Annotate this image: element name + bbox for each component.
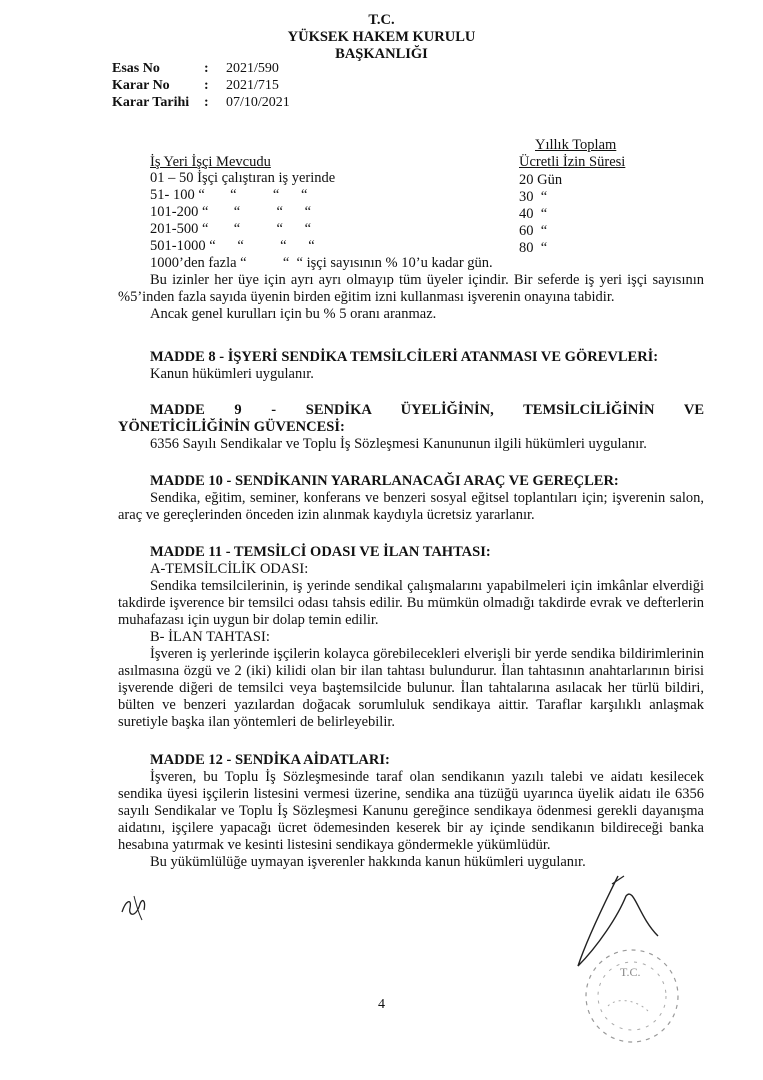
article-10: [118, 473, 704, 524]
article-9: [118, 402, 704, 453]
table-row-right: 60 “: [519, 223, 548, 239]
article-body: Sendika, eğitim, seminer, konferans ve benzeri sosyal eğitsel toplantıları için; işverenin salon, araç ve gereçlerinden önceden izin alınmak kaydıyla ücretsiz yararlanır.: [118, 490, 704, 523]
article-body: 6356 Sayılı Sendikalar ve Toplu İş Sözleşmesi Kanununun ilgili hükümleri uygulanır.: [150, 436, 647, 452]
table-col2-header-2: Ücretli İzin Süresi: [519, 154, 626, 170]
section-b-title: B- İLAN TAHTASI:: [150, 629, 270, 645]
section-a-title: A-TEMSİLCİLİK ODASI:: [150, 561, 309, 577]
meta-separator: :: [204, 95, 209, 110]
meta-esas-no: [112, 60, 279, 77]
article-11: [118, 544, 704, 731]
table-row-left: 01 – 50 İşçi çalıştıran iş yerinde: [150, 170, 336, 186]
paragraph-text: Ancak genel kurulları için bu % 5 oranı aranmaz.: [150, 306, 437, 322]
meta-label: Karar No: [112, 78, 170, 93]
section-a-body: Sendika temsilcilerinin, iş yerinde sendikal çalışmalarını yapabilmeleri için imkânlar elverdiği takdirde işverence bir temsilci odası tahsis edilir. Bu mümkün olmadığı takdirde evrak ve defterlerin muhafazası için uygun bir dolap temin edilir.: [118, 578, 704, 628]
meta-label: Esas No: [112, 61, 160, 76]
meta-value: 2021/590: [226, 61, 279, 76]
article-title: MADDE 12 - SENDİKA AİDATLARI:: [150, 752, 390, 768]
header-office: BAŞKANLIĞI: [335, 46, 428, 62]
article-title: MADDE 9 - SENDİKA ÜYELİĞİNİN, TEMSİLCİLİĞİNİN VE: [150, 402, 704, 418]
article-title: MADDE 10 - SENDİKANIN YARARLANACAĞI ARAÇ VE GEREÇLER:: [150, 473, 619, 489]
table-row-left: 501-1000 “ “ “ “: [150, 238, 315, 254]
article-8: [118, 349, 704, 383]
section-b-body: İşveren iş yerlerinde işçilerin kolayca görebilecekleri elverişli bir yerde sendika bildirimlerinin asılmasına özgü ve 2 (iki) kilidi olan bir ilan tahtası bulundurur. İlan tahtasının anahtarlarının birisi işverende diğeri de temsilci veya baştemsilcide bulunur. İlan tahtalarına asılacak her türlü bildiri, bülten ve benzeri yazılardan doğacak sorumluluk sendikaya aittir. Taraflar karşılıklı anlaşmak suretiyle başka ilan yöntemleri de belirleyebilir.: [118, 646, 704, 730]
header-tc: T.C.: [368, 12, 395, 28]
table-row-left: 101-200 “ “ “ “: [150, 204, 312, 220]
meta-karar-tarihi: [112, 94, 290, 111]
table-row-right: 80 “: [519, 240, 548, 256]
header-institution: YÜKSEK HAKEM KURULU: [287, 29, 476, 45]
article-title-cont: YÖNETİCİLİĞİNİN GÜVENCESİ:: [118, 419, 345, 435]
stamp-text: T.C.: [620, 965, 641, 979]
signature-stamp: [548, 856, 728, 1046]
table-row-left: 51- 100 “ “ “ “: [150, 187, 308, 203]
table-col2-header-1: Yıllık Toplam: [535, 137, 617, 153]
paragraph-izin: [118, 272, 704, 323]
table-row-left: 201-500 “ “ “ “: [150, 221, 312, 237]
table-row-right: 20 Gün: [519, 172, 563, 188]
article-body: İşveren, bu Toplu İş Sözleşmesinde taraf olan sendikanın yazılı talebi ve aidatı kesilecek sendika üyesi işçilerin listesini vermesi üzerine, sendika ana tüzüğü uyarınca üyelik aidatı ile 6356 sayılı Sendikalar ve Toplu İş Sözleşmesi Kanunu gereğince sendikaya ödenmesi gerekli dayanışma aidatını, işçilere yapacağı ücret ödemesinden keserek bir ay içinde sendikanın bildireceği banka hesabına yatırmak ve kesinti listesini sendikaya göndermekle yükümlüdür.: [118, 769, 704, 853]
article-12: [118, 752, 704, 871]
table-row-right: 40 “: [519, 206, 548, 222]
handwritten-initials: [116, 890, 156, 924]
meta-label: Karar Tarihi: [112, 95, 190, 110]
article-title: MADDE 11 - TEMSİLCİ ODASI VE İLAN TAHTASI:: [150, 544, 491, 560]
table-col1-header: İş Yeri İşçi Mevcudu: [150, 154, 271, 170]
meta-separator: :: [204, 61, 209, 76]
table-last-row: 1000’den fazla “ “ “ işçi sayısının % 10’u kadar gün.: [150, 255, 493, 271]
article-body-2: Bu yükümlülüğe uymayan işverenler hakkında kanun hükümleri uygulanır.: [150, 854, 586, 870]
meta-karar-no: [112, 77, 279, 94]
meta-value: 2021/715: [226, 78, 279, 93]
article-title: MADDE 8 - İŞYERİ SENDİKA TEMSİLCİLERİ ATANMASI VE GÖREVLERİ:: [150, 349, 659, 365]
article-body: Kanun hükümleri uygulanır.: [150, 366, 314, 382]
meta-value: 07/10/2021: [226, 95, 290, 110]
paragraph-text: Bu izinler her üye için ayrı ayrı olmayıp tüm üyeler içindir. Bir seferde iş yeri işçi sayısının %5’inden fazla sayıda üyenin birden eğitim izni kullanması işverenin onayına tabidir.: [118, 272, 704, 305]
page-number: 4: [378, 997, 385, 1012]
table-row-right: 30 “: [519, 189, 548, 205]
meta-separator: :: [204, 78, 209, 93]
